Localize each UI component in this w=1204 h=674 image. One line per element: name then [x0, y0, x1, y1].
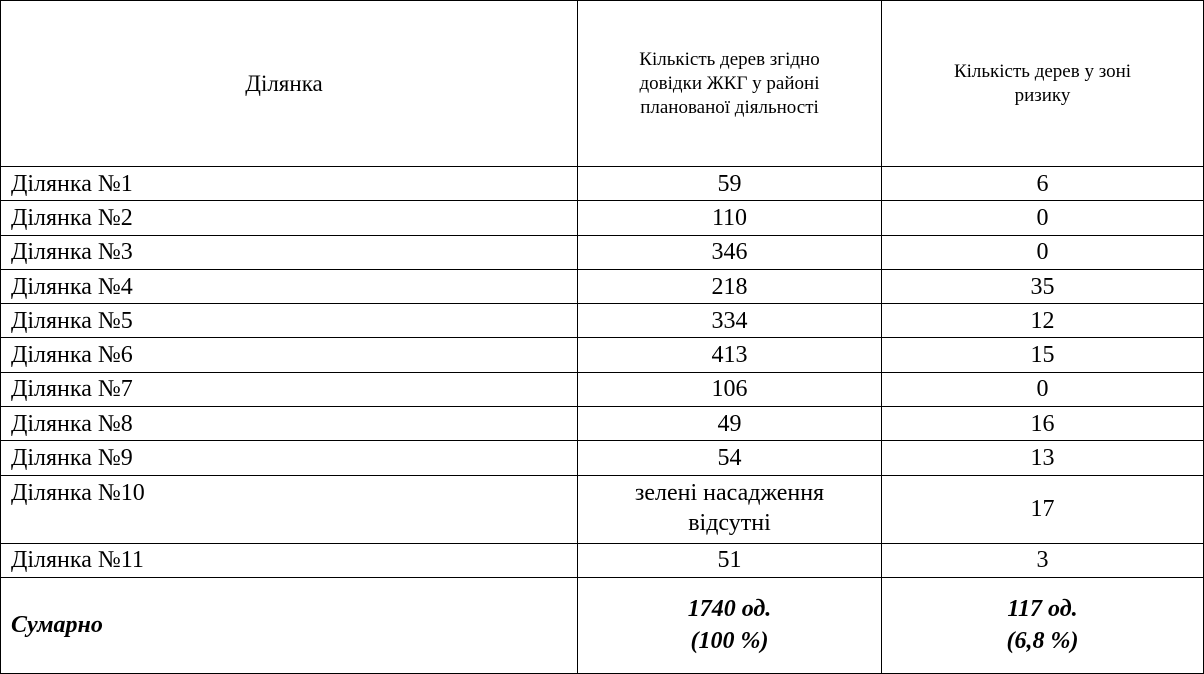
trees-count: 51	[578, 543, 882, 577]
total-label: Сумарно	[1, 577, 578, 673]
risk-count: 0	[882, 235, 1204, 269]
table-row	[1, 441, 1204, 475]
table-row	[1, 167, 1204, 201]
trees-count: 59	[578, 167, 882, 201]
header-trees-count	[578, 1, 882, 167]
site-name: Ділянка №4	[1, 269, 578, 303]
header-site: Ділянка	[1, 1, 578, 167]
trees-count-line: зелені насадження	[634, 479, 825, 506]
site-name: Ділянка №11	[1, 543, 578, 577]
table-row	[1, 475, 1204, 543]
risk-count: 17	[882, 475, 1204, 543]
trees-count: 110	[578, 201, 882, 235]
total-trees-line: (100 %)	[690, 628, 769, 655]
header-trees-line: Кількість дерев згідно	[639, 48, 820, 70]
trees-count-line: відсутні	[688, 509, 771, 536]
total-risk-line: 117 од.	[1007, 596, 1078, 623]
site-name: Ділянка №1	[1, 167, 578, 201]
total-row	[1, 577, 1204, 673]
trees-count: 218	[578, 269, 882, 303]
risk-count: 13	[882, 441, 1204, 475]
total-trees	[578, 577, 882, 673]
header-trees-line: довідки ЖКГ у районі	[639, 72, 820, 94]
header-risk-line: Кількість дерев у зоні	[953, 60, 1132, 82]
table-row	[1, 235, 1204, 269]
risk-count: 16	[882, 407, 1204, 441]
table-row	[1, 201, 1204, 235]
risk-count: 0	[882, 201, 1204, 235]
trees-count: 49	[578, 407, 882, 441]
total-risk-line: (6,8 %)	[1006, 628, 1079, 655]
header-trees-line: планованої діяльності	[640, 96, 819, 118]
risk-count: 12	[882, 304, 1204, 338]
trees-count	[578, 475, 882, 543]
risk-count: 0	[882, 372, 1204, 406]
site-name: Ділянка №8	[1, 407, 578, 441]
header-risk-line: ризику	[1014, 84, 1071, 106]
table-header-row	[1, 1, 1204, 167]
table-row	[1, 338, 1204, 372]
table-row	[1, 543, 1204, 577]
site-name: Ділянка №9	[1, 441, 578, 475]
site-name: Ділянка №2	[1, 201, 578, 235]
risk-count: 35	[882, 269, 1204, 303]
table-row	[1, 304, 1204, 338]
trees-count: 346	[578, 235, 882, 269]
trees-count: 334	[578, 304, 882, 338]
table-row	[1, 372, 1204, 406]
risk-count: 15	[882, 338, 1204, 372]
risk-count: 6	[882, 167, 1204, 201]
table-row	[1, 269, 1204, 303]
trees-count: 106	[578, 372, 882, 406]
header-risk-count	[882, 1, 1204, 167]
site-name: Ділянка №6	[1, 338, 578, 372]
site-name: Ділянка №3	[1, 235, 578, 269]
site-name: Ділянка №7	[1, 372, 578, 406]
table-row	[1, 407, 1204, 441]
total-risk	[882, 577, 1204, 673]
total-trees-line: 1740 од.	[687, 596, 772, 623]
site-name: Ділянка №5	[1, 304, 578, 338]
trees-count: 54	[578, 441, 882, 475]
site-name: Ділянка №10	[1, 475, 578, 543]
risk-count: 3	[882, 543, 1204, 577]
trees-count: 413	[578, 338, 882, 372]
